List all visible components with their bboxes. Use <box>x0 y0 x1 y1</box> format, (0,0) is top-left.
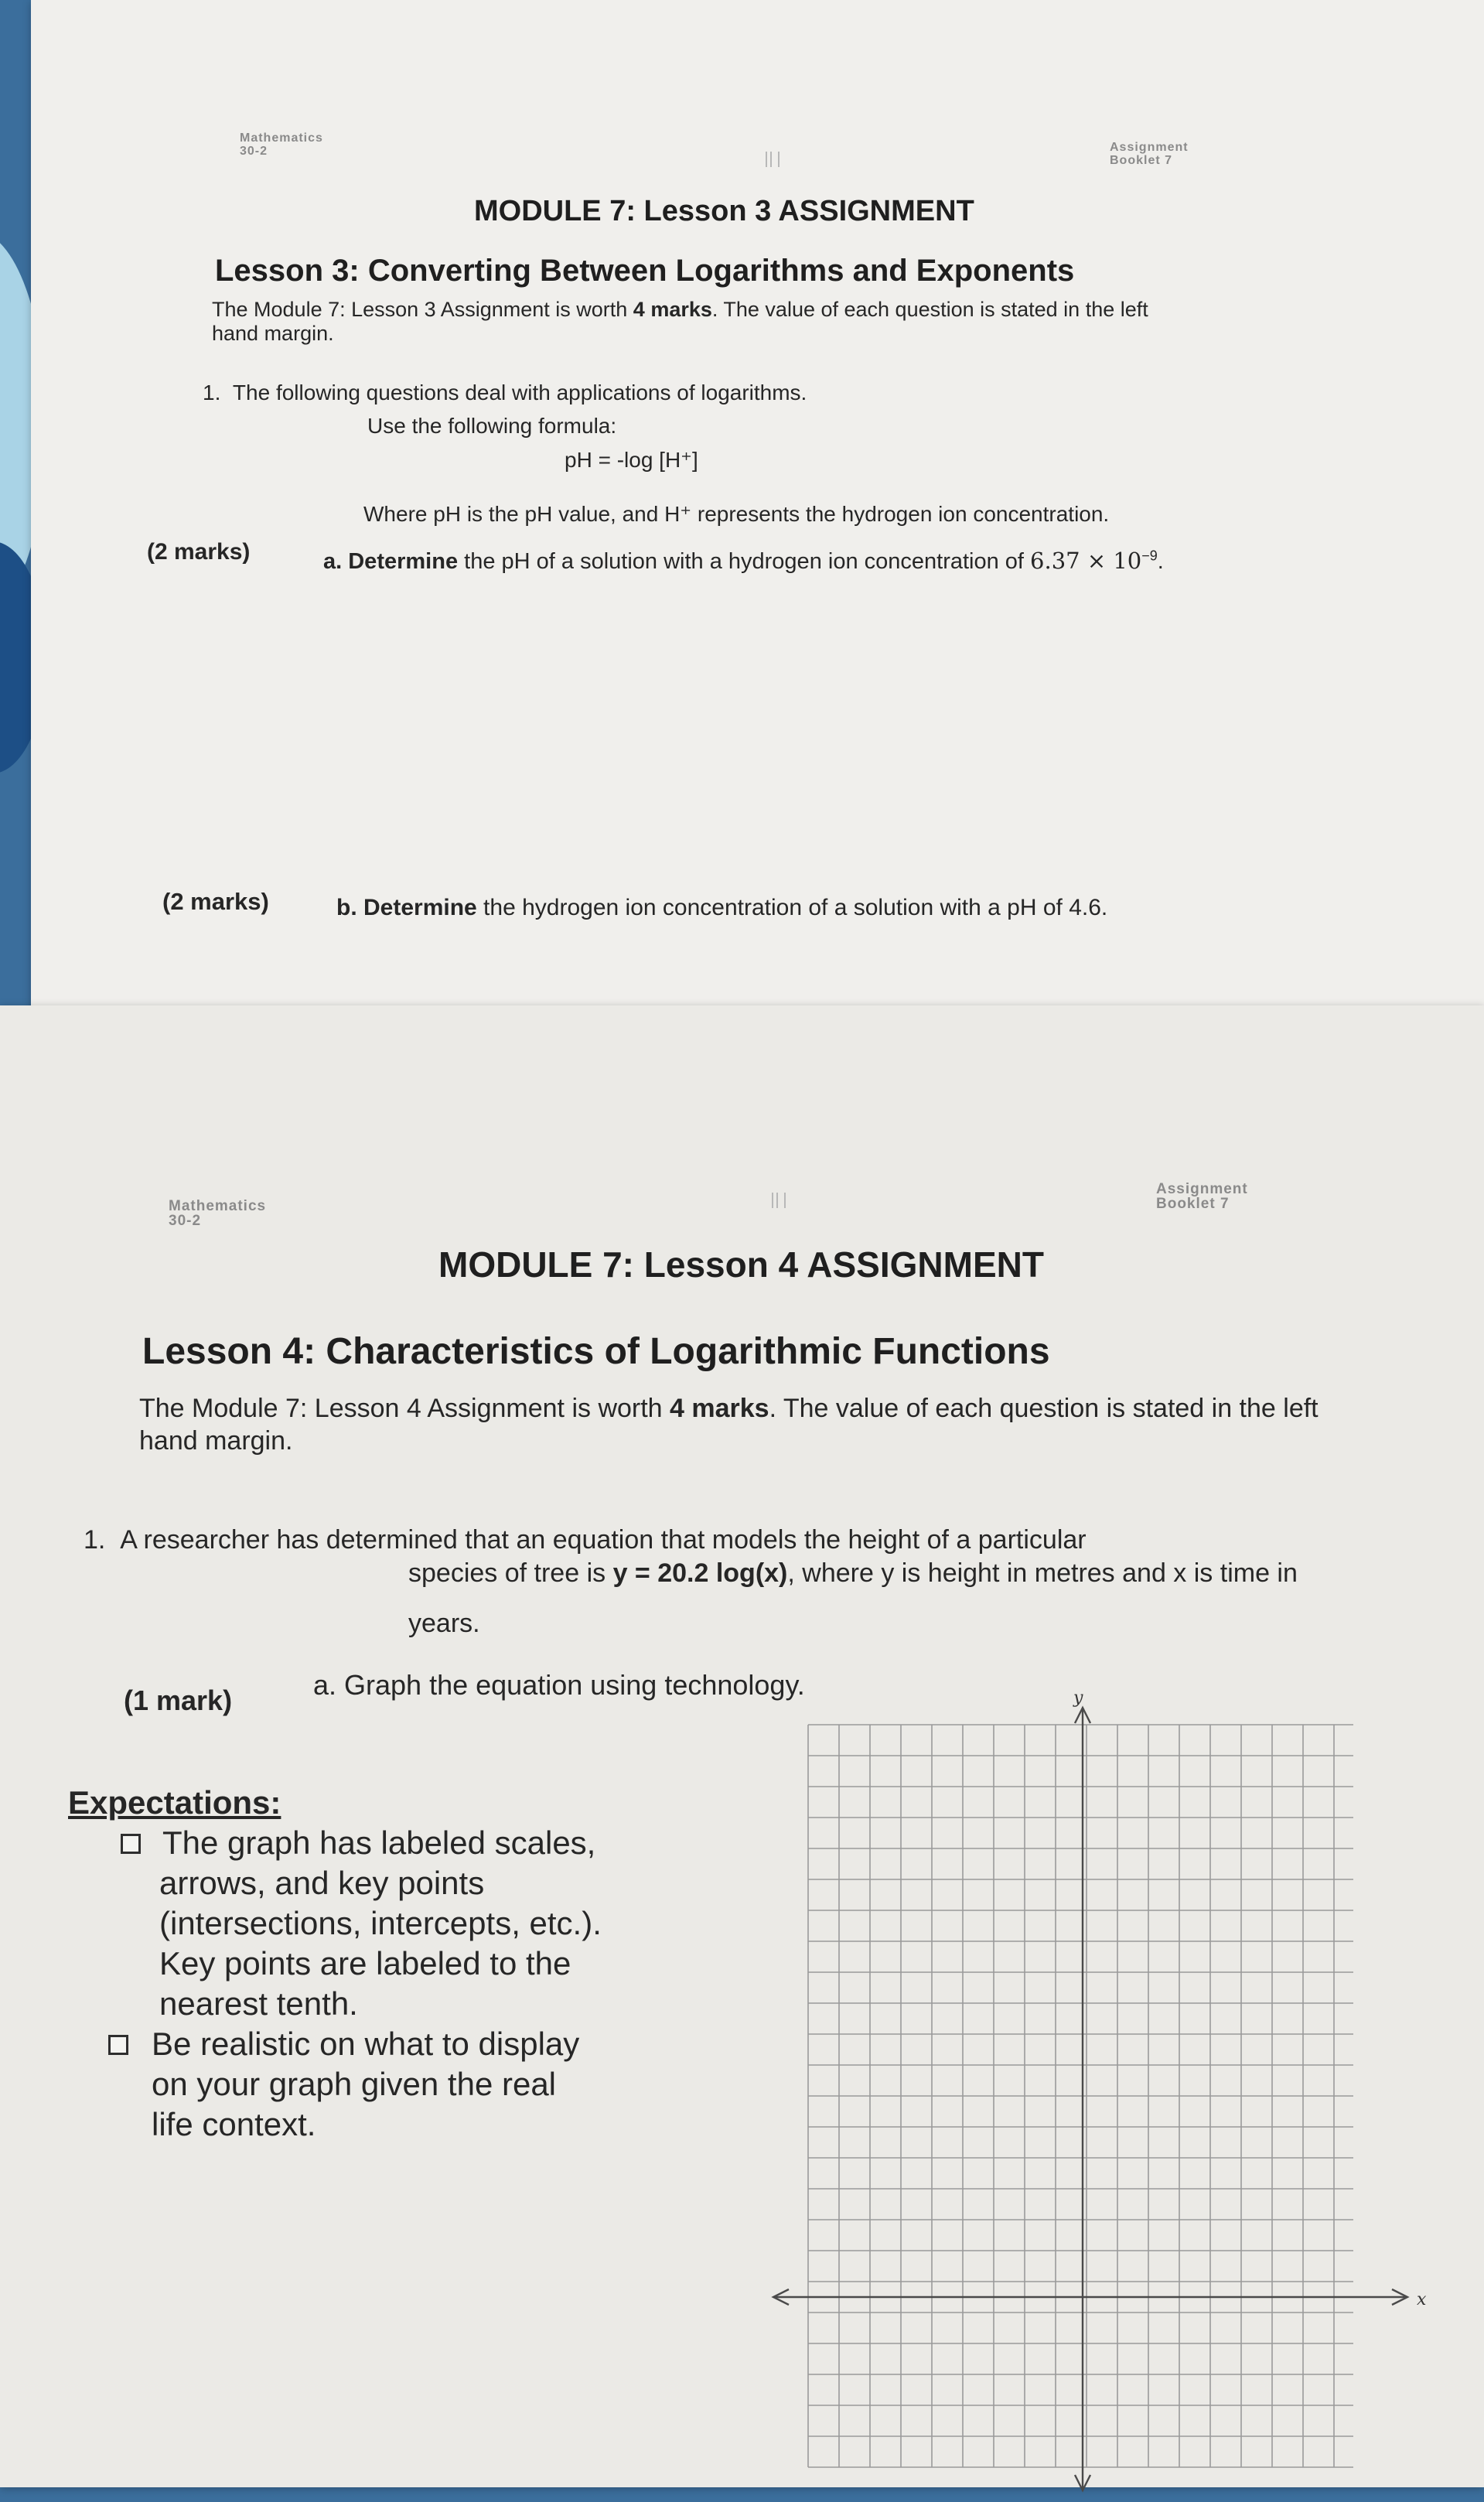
lesson3-assignment-page <box>31 0 1484 1021</box>
lesson-title: Lesson 3: Converting Between Logarithms and Exponents <box>215 254 1075 288</box>
graph-grid-svg <box>766 1694 1446 2498</box>
intro-paragraph: The Module 7: Lesson 3 Assignment is worth 4 marks. The value of each question is stated in the left hand margin. <box>212 298 1148 345</box>
expectation-2-line: on your graph given the real <box>152 2066 557 2102</box>
expectation-item-1 <box>68 1823 602 2024</box>
expectation-1-line: Key points are labeled to the <box>159 1945 571 1981</box>
question-b-marks: (2 marks) <box>162 888 269 915</box>
checkbox-2[interactable] <box>108 2035 128 2055</box>
expectation-1-line: arrows, and key points <box>159 1865 485 1901</box>
page-divider-icon <box>772 1193 786 1208</box>
checkbox-1[interactable] <box>121 1834 141 1854</box>
y-axis-label: y <box>1073 1694 1083 1708</box>
question-b: b. Determine the hydrogen ion concentration of a solution with a pH of 4.6. <box>336 895 1108 920</box>
blank-graph-grid[interactable] <box>766 1694 1446 2498</box>
expectation-2-line: life context. <box>152 2106 316 2142</box>
question-1-line3: years. <box>408 1609 480 1638</box>
intro-paragraph: The Module 7: Lesson 4 Assignment is worth 4 marks. The value of each question is stated in the left hand margin. <box>139 1394 1319 1456</box>
question-1-equation-line: species of tree is y = 20.2 log(x), where y is height in metres and x is time in <box>408 1558 1298 1588</box>
expectations-box <box>68 1783 602 2145</box>
question-a: a. Graph the equation using technology. <box>313 1669 805 1701</box>
question-a-marks: (1 mark) <box>124 1684 233 1716</box>
expectation-1-line: nearest tenth. <box>159 1985 358 2022</box>
question-1: 1. The following questions deal with applications of logarithms. <box>203 381 807 404</box>
formula-intro: Use the following formula: <box>367 414 617 438</box>
expectation-1-line: (intersections, intercepts, etc.). <box>159 1905 602 1941</box>
question-a-marks: (2 marks) <box>147 539 251 565</box>
formula-explanation: Where pH is the pH value, and H⁺ represents the hydrogen ion concentration. <box>363 502 1110 526</box>
page-divider-icon <box>766 152 780 167</box>
x-axis-label: x <box>1417 2290 1427 2309</box>
expectation-1-line: The graph has labeled scales, <box>162 1824 596 1861</box>
ph-formula: pH = -log [H⁺] <box>565 448 698 472</box>
module-title: MODULE 7: Lesson 4 ASSIGNMENT <box>438 1244 1044 1285</box>
booklet-label: Assignment Booklet 7 <box>1110 141 1189 167</box>
question-1: 1. A researcher has determined that an equation that models the height of a particular <box>84 1525 1087 1555</box>
lesson-title: Lesson 4: Characteristics of Logarithmic Functions <box>142 1331 1050 1372</box>
expectations-title: Expectations: <box>68 1784 281 1821</box>
subject-label: Mathematics 30-2 <box>169 1198 267 1229</box>
expectation-2-line: Be realistic on what to display <box>152 2026 580 2062</box>
expectation-item-2 <box>68 2024 602 2145</box>
module-title: MODULE 7: Lesson 3 ASSIGNMENT <box>474 195 974 227</box>
subject-label: Mathematics 30-2 <box>240 131 323 158</box>
lesson4-assignment-page <box>0 1005 1484 2487</box>
question-a: a. Determine the pH of a solution with a hydrogen ion concentration of $6.37 \times 10^{-9}$. <box>323 548 1164 574</box>
booklet-label: Assignment Booklet 7 <box>1156 1181 1248 1212</box>
